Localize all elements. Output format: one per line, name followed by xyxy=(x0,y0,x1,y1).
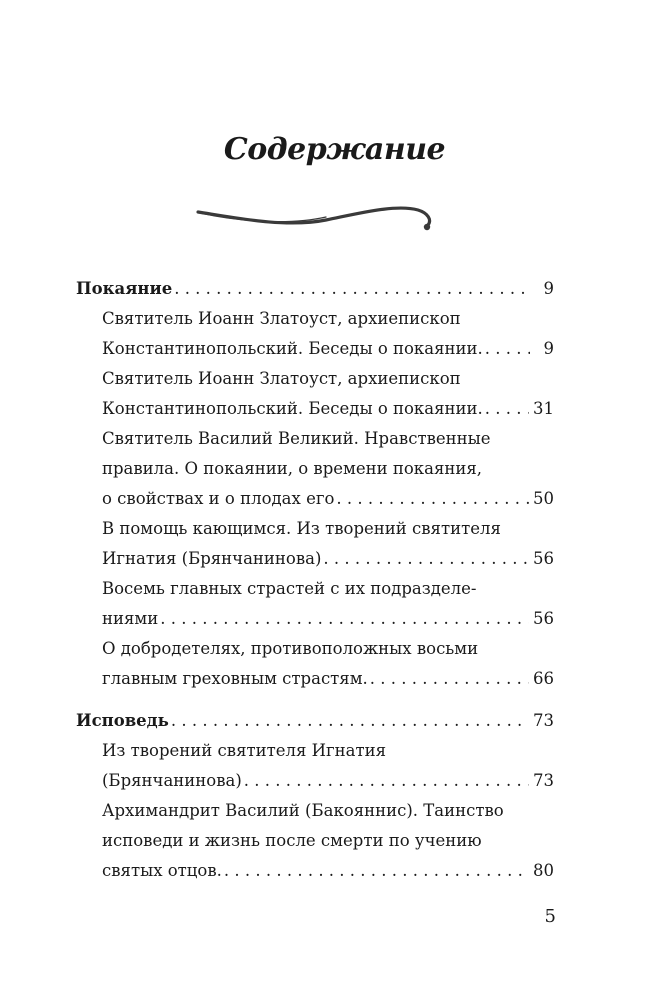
toc-entry[interactable] xyxy=(76,514,554,574)
toc-entry-last-line: ниями xyxy=(102,609,159,628)
toc-entry-line: исповеди и жизнь после смерти по учению xyxy=(102,831,482,850)
toc-leader-dots xyxy=(174,274,530,304)
toc-entry-last-line: Константинопольский. Беседы о покаянии. xyxy=(102,339,483,358)
page-number: 5 xyxy=(544,906,556,927)
toc-leader-dots xyxy=(485,394,529,424)
toc-leader-dots xyxy=(244,766,529,796)
toc-entry[interactable] xyxy=(76,364,554,424)
toc-entry-line: правила. О покаянии, о времени покаяния, xyxy=(102,459,483,478)
toc-page-number: 50 xyxy=(533,489,554,508)
toc-page-number: 9 xyxy=(543,279,554,298)
toc-entry-line: Святитель Иоанн Златоуст, архиепископ xyxy=(102,369,461,388)
toc-leader-dots xyxy=(171,706,529,736)
toc-heading-text: Исповедь xyxy=(76,711,169,730)
page-title: Содержание xyxy=(223,132,446,167)
toc-entry-line: Святитель Иоанн Златоуст, архиепископ xyxy=(102,309,461,328)
toc-page-number: 56 xyxy=(533,549,554,568)
toc-entry-line: Архимандрит Василий (Бакояннис). Таинство xyxy=(102,801,504,820)
toc-entry[interactable] xyxy=(76,796,554,886)
toc-page-number: 80 xyxy=(533,861,554,880)
toc-entry[interactable] xyxy=(76,736,554,796)
toc-entry-line: Из творений святителя Игнатия xyxy=(102,741,387,760)
toc-entry-last-line: главным греховным страстям. xyxy=(102,669,368,688)
toc-heading-text: Покаяние xyxy=(76,279,173,298)
toc-entry[interactable] xyxy=(76,424,554,514)
toc-entry-line: В помощь кающимся. Из творений святителя xyxy=(102,519,501,538)
toc-section xyxy=(76,706,554,886)
toc-entry-line: Восемь главных страстей с их подразделе- xyxy=(102,579,477,598)
toc-entry-last-line: (Брянчанинова) xyxy=(102,771,242,790)
toc-entry-last-line: Константинопольский. Беседы о покаянии. xyxy=(102,399,483,418)
toc-entry[interactable] xyxy=(76,634,554,694)
toc-page-number: 9 xyxy=(543,339,554,358)
swash-divider-icon xyxy=(196,198,436,238)
toc-page-number: 66 xyxy=(533,669,554,688)
toc-page-number: 31 xyxy=(533,399,554,418)
toc-entry-last-line: о свойствах и о плодах его xyxy=(102,489,335,508)
toc-entry[interactable] xyxy=(76,304,554,364)
toc-entry[interactable] xyxy=(76,574,554,634)
toc-leader-dots xyxy=(336,484,529,514)
toc-leader-dots xyxy=(485,334,530,364)
toc-page-number: 73 xyxy=(533,771,554,790)
toc-section-heading[interactable] xyxy=(76,706,554,736)
toc-section xyxy=(76,274,554,694)
toc-leader-dots xyxy=(370,664,529,694)
toc-page-number: 56 xyxy=(533,609,554,628)
toc-entry-last-line: Игнатия (Брянчанинова) xyxy=(102,549,322,568)
toc-leader-dots xyxy=(224,856,529,886)
toc-entry-line: О добродетелях, противоположных восьми xyxy=(102,639,479,658)
toc-section-heading[interactable] xyxy=(76,274,554,304)
table-of-contents xyxy=(76,274,554,886)
toc-leader-dots xyxy=(160,604,529,634)
toc-page-number: 73 xyxy=(533,711,554,730)
toc-entry-last-line: святых отцов. xyxy=(102,861,222,880)
toc-entry-line: Святитель Василий Великий. Нравственные xyxy=(102,429,491,448)
toc-leader-dots xyxy=(323,544,529,574)
